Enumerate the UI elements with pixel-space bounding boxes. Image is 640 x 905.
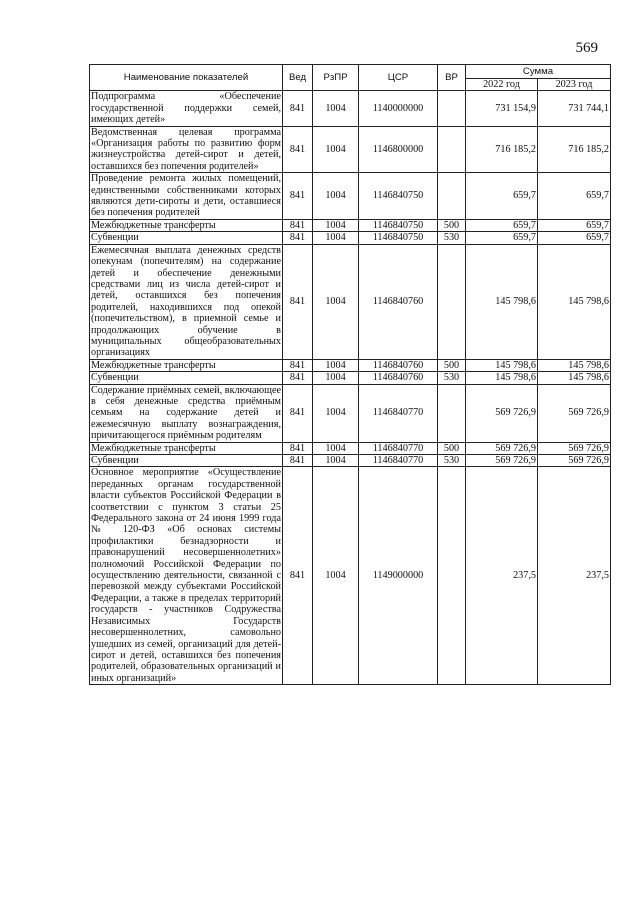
cell-2023: 237,5: [538, 467, 611, 685]
cell-2022: 145 798,6: [466, 359, 538, 371]
header-sum: Сумма: [466, 65, 611, 79]
cell-2022: 569 726,9: [466, 384, 538, 442]
table-row: [90, 467, 611, 685]
cell-name: Субвенции: [90, 455, 283, 467]
cell-name: Межбюджетные трансферты: [90, 359, 283, 371]
table-row: [90, 173, 611, 220]
cell-csr: 1146840750: [359, 232, 438, 244]
cell-2022: 659,7: [466, 232, 538, 244]
cell-ved: 841: [283, 244, 313, 359]
cell-ved: 841: [283, 455, 313, 467]
cell-csr: 1146840750: [359, 219, 438, 231]
cell-name: Ведомственная целевая программа «Организация работы по развитию форм жизнеустройства детей-сирот и детей, оставшихся без попечения родителей»: [91, 126, 281, 172]
cell-2023: 659,7: [538, 232, 611, 244]
header-vr: ВР: [438, 65, 466, 91]
cell-name: Проведение ремонта жилых помещений, единственными собственниками которых являются дети-сироты и дети, оставшиеся без попечения родителей: [91, 173, 281, 219]
cell-csr: 1146840750: [359, 173, 438, 220]
cell-vr: 530: [438, 372, 466, 384]
cell-ved: 841: [283, 219, 313, 231]
cell-2022: 731 154,9: [466, 91, 538, 126]
cell-ved: 841: [283, 232, 313, 244]
cell-rzpr: 1004: [313, 219, 359, 231]
cell-vr: [438, 384, 466, 442]
cell-name: Ежемесячная выплата денежных средств опекунам (попечителям) на содержание детей и обеспечение денежными средствами лиц из числа детей-сирот и детей, оставшихся без попечения родителей, находившихся под опекой (попечительством), в приемной семье и продолжающих обучение в муниципальных общеобразовательных организациях: [91, 244, 281, 359]
cell-2022: 145 798,6: [466, 244, 538, 359]
cell-2022: 659,7: [466, 219, 538, 231]
table-row: [90, 219, 611, 231]
cell-2022: 145 798,6: [466, 372, 538, 384]
cell-vr: 500: [438, 442, 466, 454]
cell-vr: 500: [438, 359, 466, 371]
cell-rzpr: 1004: [313, 126, 359, 173]
cell-rzpr: 1004: [313, 372, 359, 384]
cell-2023: 145 798,6: [538, 372, 611, 384]
header-2022: 2022 год: [466, 79, 538, 91]
cell-ved: 841: [283, 467, 313, 685]
cell-2022: 659,7: [466, 173, 538, 220]
cell-rzpr: 1004: [313, 442, 359, 454]
cell-2023: 659,7: [538, 219, 611, 231]
cell-csr: 1146840770: [359, 384, 438, 442]
cell-2023: 145 798,6: [538, 244, 611, 359]
cell-csr: 1146800000: [359, 126, 438, 173]
cell-csr: 1140000000: [359, 91, 438, 126]
cell-name: Межбюджетные трансферты: [90, 219, 283, 231]
table-body: [90, 91, 611, 685]
cell-csr: 1146840760: [359, 244, 438, 359]
cell-2023: 716 185,2: [538, 126, 611, 173]
cell-2023: 659,7: [538, 173, 611, 220]
cell-name: Субвенции: [90, 372, 283, 384]
cell-vr: [438, 126, 466, 173]
cell-2023: 569 726,9: [538, 455, 611, 467]
cell-ved: 841: [283, 442, 313, 454]
cell-csr: 1146840770: [359, 455, 438, 467]
cell-csr: 1146840760: [359, 372, 438, 384]
cell-name: Основное мероприятие «Осуществление переданных органам государственной власти субъектов Российской Федерации в соответствии с пунктом 3 статьи 25 Федерального закона от 24 июня 1999 года № 120-ФЗ «Об основах системы профилактики безнадзорности и правонарушений несовершеннолетних» полномочий Российской Федерации по осуществлению деятельности, связанной с перевозкой между субъектами Российской Федерации, а также в пределах территорий государств - участников Содружества Независимых Государств несовершеннолетних, самовольно ушедших из семей, организаций для детей-сирот и детей, оставшихся без попечения родителей, образовательных организаций и иных организаций»: [91, 467, 281, 684]
cell-rzpr: 1004: [313, 467, 359, 685]
table-row: [90, 91, 611, 126]
cell-2022: 716 185,2: [466, 126, 538, 173]
table-row: [90, 244, 611, 359]
cell-vr: [438, 467, 466, 685]
cell-name: Содержание приёмных семей, включающее в себя денежные средства приёмным семьям на содержание детей и ежемесячную выплату вознаграждения, причитающегося приёмным родителям: [91, 384, 281, 442]
cell-name: Субвенции: [90, 232, 283, 244]
table-row: [90, 359, 611, 371]
cell-vr: 530: [438, 232, 466, 244]
cell-ved: 841: [283, 359, 313, 371]
cell-name: Подпрограмма «Обеспечение государственной поддержки семей, имеющих детей»: [91, 91, 281, 126]
cell-2023: 569 726,9: [538, 384, 611, 442]
cell-2023: 731 744,1: [538, 91, 611, 126]
cell-rzpr: 1004: [313, 244, 359, 359]
cell-ved: 841: [283, 126, 313, 173]
cell-2023: 569 726,9: [538, 442, 611, 454]
cell-2023: 145 798,6: [538, 359, 611, 371]
table-row: [90, 455, 611, 467]
cell-csr: 1149000000: [359, 467, 438, 685]
header-name: Наименование показателей: [90, 65, 283, 91]
budget-table: [89, 64, 611, 685]
cell-vr: 500: [438, 219, 466, 231]
cell-vr: [438, 91, 466, 126]
cell-vr: [438, 173, 466, 220]
table-row: [90, 372, 611, 384]
cell-csr: 1146840770: [359, 442, 438, 454]
cell-2022: 569 726,9: [466, 442, 538, 454]
table-row: [90, 384, 611, 442]
cell-2022: 237,5: [466, 467, 538, 685]
header-2023: 2023 год: [538, 79, 611, 91]
page-number: 569: [575, 40, 598, 56]
cell-2022: 569 726,9: [466, 455, 538, 467]
cell-ved: 841: [283, 384, 313, 442]
table-row: [90, 442, 611, 454]
table-row: [90, 232, 611, 244]
cell-ved: 841: [283, 372, 313, 384]
cell-vr: [438, 244, 466, 359]
header-ved: Вед: [283, 65, 313, 91]
cell-rzpr: 1004: [313, 384, 359, 442]
cell-ved: 841: [283, 91, 313, 126]
cell-name: Межбюджетные трансферты: [90, 442, 283, 454]
cell-vr: 530: [438, 455, 466, 467]
table-row: [90, 126, 611, 173]
cell-rzpr: 1004: [313, 359, 359, 371]
cell-rzpr: 1004: [313, 455, 359, 467]
header-csr: ЦСР: [359, 65, 438, 91]
header-rzpr: РзПР: [313, 65, 359, 91]
cell-ved: 841: [283, 173, 313, 220]
cell-rzpr: 1004: [313, 91, 359, 126]
cell-rzpr: 1004: [313, 232, 359, 244]
cell-csr: 1146840760: [359, 359, 438, 371]
cell-rzpr: 1004: [313, 173, 359, 220]
